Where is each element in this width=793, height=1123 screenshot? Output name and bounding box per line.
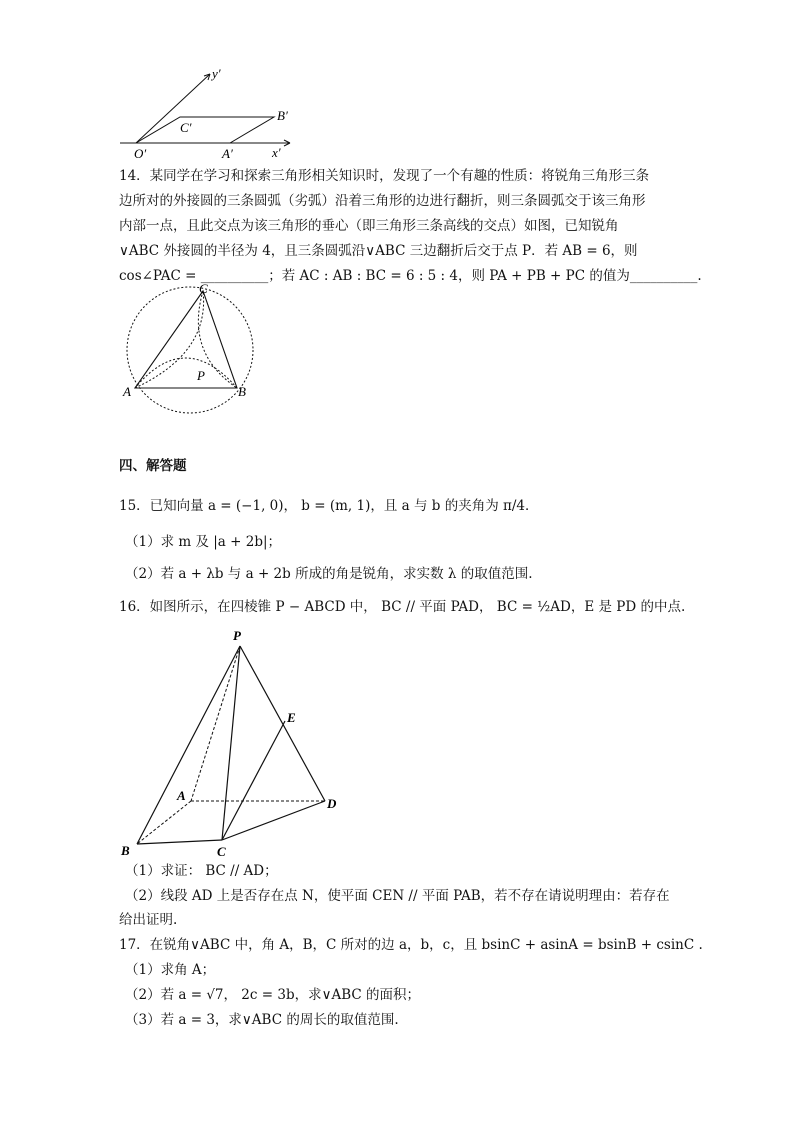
section-heading: 四、解答题 [119,458,187,474]
y-axis [136,74,210,143]
q15-part-2: （2）若 a + λb 与 a + 2b 所成的角是锐角，求实数 λ 的取值范围. [125,566,533,582]
q16-stem: 16．如图所示，在四棱锥 P − ABCD 中， BC // 平面 PAD， BC = ½AD，E 是 PD 的中点. [119,599,686,615]
q14-line-1: 14．某同学在学习和探索三角形相关知识时，发现了一个有趣的性质：将锐角三角形三条 [119,168,650,184]
oblique-axes-figure [110,60,310,164]
edge-ab [137,801,191,844]
label-o: O′ [134,146,147,161]
pyramid-figure [115,628,345,860]
edge-pd [240,646,325,801]
q16-part-2-cont: 给出证明. [119,912,178,928]
label-c: C′ [180,120,192,135]
label-p: P [197,368,205,383]
parallelogram [136,117,274,143]
label-c: C [217,844,226,859]
edge-cd [222,801,325,840]
label-b: B′ [277,108,288,123]
label-e: E [287,710,296,725]
label-x: x′ [272,145,281,160]
label-a: A′ [222,146,233,161]
q15-part-1: （1）求 m 及 |a + 2b|； [125,534,282,550]
folded-arc-ab [135,358,237,388]
q16-part-2: （2）线段 AD 上是否存在点 N，使平面 CEN // 平面 PAB，若不存在请说明理由：若存在 [125,888,670,904]
circumcircle-figure [115,283,265,418]
label-b: B [121,843,130,858]
label-p: P [233,628,241,643]
q17-part-3: （3）若 a = 3，求∨ABC 的周长的取值范围. [125,1012,399,1028]
q14-line-4: ∨ABC 外接圆的半径为 4，且三条圆弧沿∨ABC 三边翻折后交于点 P．若 AB = 6，则 [119,243,638,259]
label-y: y′ [212,66,221,81]
q17-stem: 17．在锐角∨ABC 中，角 A，B，C 所对的边 a，b，c，且 bsinC + asinA = bsinB + csinC . [119,937,703,953]
label-b: B [238,384,246,399]
label-d: D [327,796,337,811]
q14-line-3: 内部一点，且此交点为该三角形的垂心（即三角形三条高线的交点）如图，已知锐角 [119,218,619,234]
q17-part-2: （2）若 a = √7， 2c = 3b，求∨ABC 的面积； [125,987,421,1003]
label-a: A [123,384,131,399]
q14-line-2: 边所对的外接圆的三条圆弧（劣弧）沿着三角形的边进行翻折，则三条圆弧交于该三角形 [119,193,646,209]
q17-part-1: （1）求角 A； [125,962,216,978]
circumcircle [127,287,253,413]
label-a: A [177,788,186,803]
edge-bc [137,840,222,844]
q15-stem: 15．已知向量 a = (−1, 0)， b = (m, 1)，且 a 与 b 的夹角为 π/4． [119,498,539,514]
q14-line-5: cos∠PAC = __________；若 AC : AB : BC = 6 : 5 : 4，则 PA + PB + PC 的值为__________. [119,268,702,284]
q16-part-1: （1）求证： BC // AD； [125,863,278,879]
label-c: C [199,283,208,296]
